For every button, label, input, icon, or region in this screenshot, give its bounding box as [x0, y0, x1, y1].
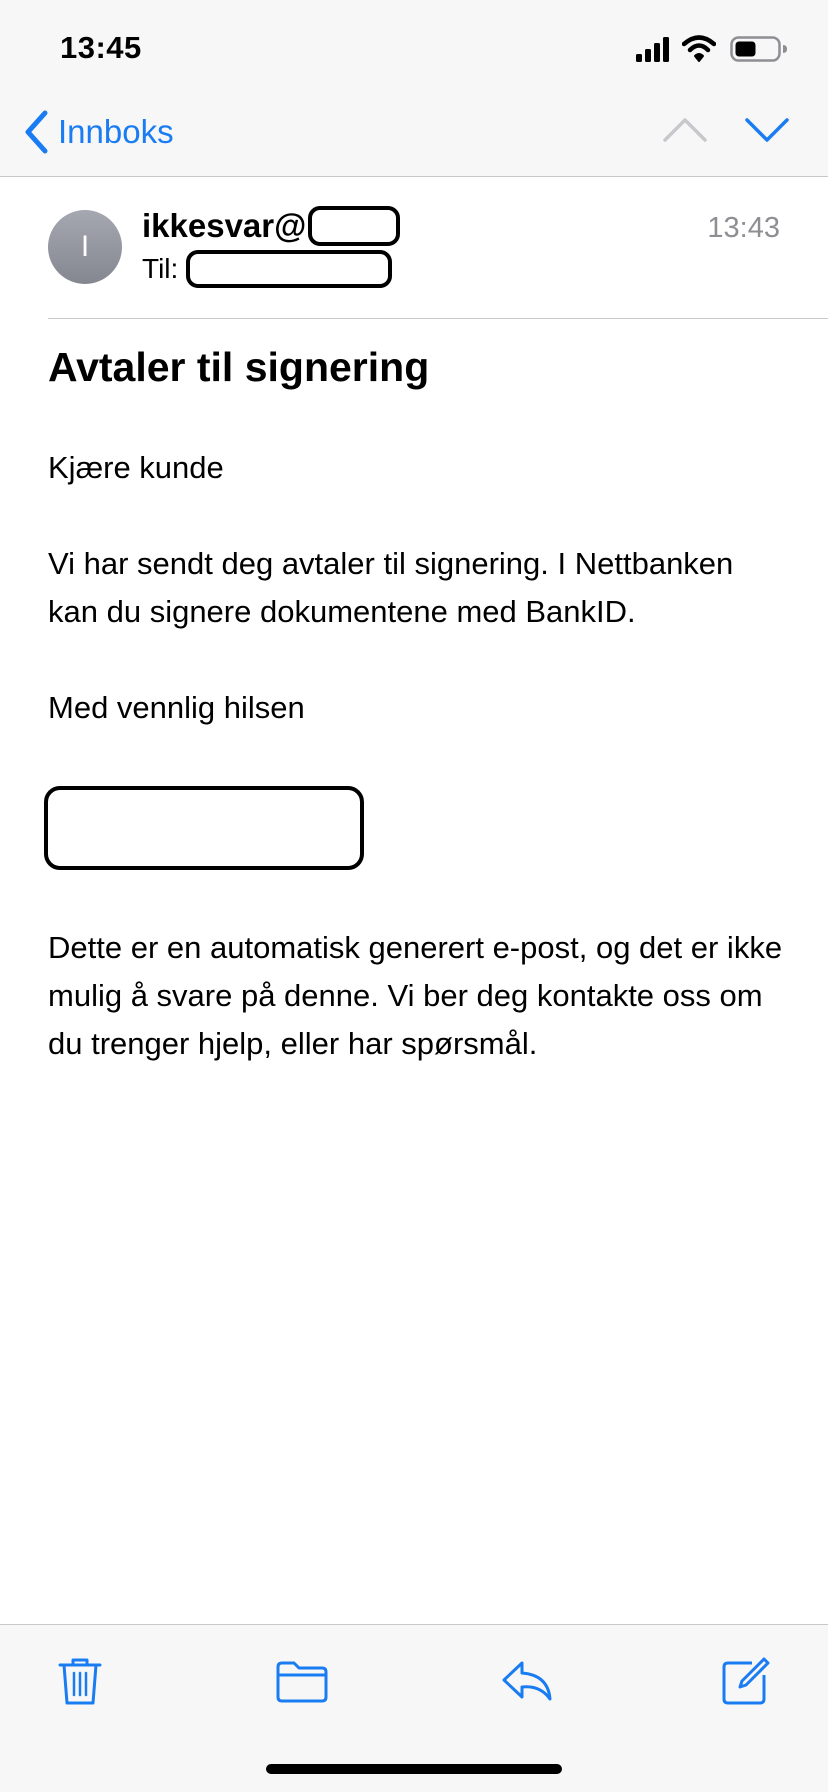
avatar-initial: I	[80, 230, 90, 263]
message-body	[48, 444, 788, 780]
recipient-line[interactable]	[142, 250, 392, 288]
header-divider	[48, 318, 828, 319]
delete-button[interactable]	[52, 1653, 108, 1709]
next-message-button[interactable]	[744, 112, 790, 148]
closing: Med vennlig hilsen	[48, 690, 305, 725]
status-icons	[636, 34, 796, 64]
compose-button[interactable]	[718, 1653, 774, 1709]
status-time: 13:45	[60, 30, 142, 65]
redaction-box	[308, 206, 400, 246]
previous-message-button[interactable]	[662, 112, 708, 148]
move-to-folder-button[interactable]	[274, 1653, 330, 1709]
body-paragraph: Vi har sendt deg avtaler til signering. I Nettbanken kan du signere dokumentene med BankID.	[48, 546, 734, 629]
footer-notice: Dette er en automatisk generert e-post, og det er ikke mulig å svare på denne. Vi ber deg kontakte oss om du trenger hjelp, eller har spørsmål.	[48, 930, 783, 1061]
redaction-box	[186, 250, 392, 288]
message-time: 13:43	[707, 212, 780, 244]
sender-label: ikkesvar@	[142, 207, 307, 244]
battery-icon	[730, 34, 790, 64]
compose-icon	[718, 1653, 774, 1709]
recipient-label: Til:	[142, 253, 179, 284]
signature-redaction-box	[44, 786, 364, 870]
signal-icon	[636, 34, 672, 64]
chevron-left-icon	[24, 110, 50, 154]
back-label: Innboks	[58, 113, 174, 150]
sender-address[interactable]	[142, 206, 400, 246]
top-bar	[0, 0, 828, 177]
sender-avatar[interactable]	[48, 210, 122, 284]
message-subject: Avtaler til signering	[48, 344, 430, 390]
reply-button[interactable]	[500, 1653, 556, 1709]
folder-icon	[274, 1653, 330, 1709]
chevron-down-icon	[744, 112, 790, 148]
trash-icon	[52, 1653, 108, 1709]
home-indicator[interactable]	[266, 1764, 562, 1774]
reply-icon	[500, 1653, 556, 1709]
chevron-up-icon	[662, 112, 708, 148]
wifi-icon	[682, 34, 716, 64]
greeting: Kjære kunde	[48, 450, 224, 485]
back-to-inbox-button[interactable]	[24, 108, 174, 156]
